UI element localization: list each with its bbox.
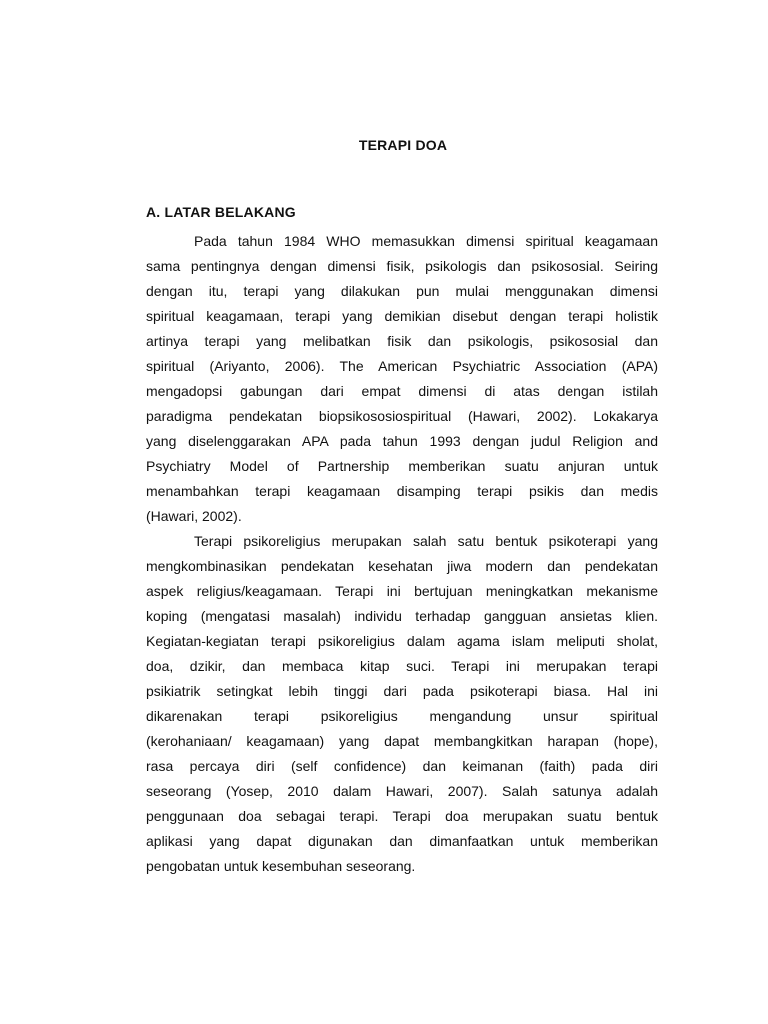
paragraph-line: aplikasi yang dapat digunakan dan dimanfaatkan untuk memberikan	[146, 833, 658, 849]
paragraph-line: spiritual (Ariyanto, 2006). The American Psychiatric Association (APA)	[146, 358, 658, 374]
paragraph-line: yang diselenggarakan APA pada tahun 1993 dengan judul Religion and	[146, 433, 658, 449]
paragraph-line: Psychiatry Model of Partnership memberikan suatu anjuran untuk	[146, 458, 658, 474]
paragraph-line: mengkombinasikan pendekatan kesehatan jiwa modern dan pendekatan	[146, 558, 658, 574]
paragraph-line: pengobatan untuk kesembuhan seseorang.	[146, 858, 416, 874]
paragraph-line: psikiatrik setingkat lebih tinggi dari pada psikoterapi biasa. Hal ini	[146, 683, 658, 699]
paragraph-line: artinya terapi yang melibatkan fisik dan psikologis, psikososial dan	[146, 333, 658, 349]
paragraph-line: menambahkan terapi keagamaan disamping terapi psikis dan medis	[146, 483, 658, 499]
paragraph-line: aspek religius/keagamaan. Terapi ini bertujuan meningkatkan mekanisme	[146, 583, 658, 599]
paragraph-line: (Hawari, 2002).	[146, 508, 242, 524]
paragraph-line: (kerohaniaan/ keagamaan) yang dapat membangkitkan harapan (hope),	[146, 733, 658, 749]
paragraph-line: seseorang (Yosep, 2010 dalam Hawari, 2007). Salah satunya adalah	[146, 783, 658, 799]
paragraph-line: dikarenakan terapi psikoreligius mengandung unsur spiritual	[146, 708, 658, 724]
paragraph-line: dengan itu, terapi yang dilakukan pun mulai menggunakan dimensi	[146, 283, 658, 299]
paragraph-line: sama pentingnya dengan dimensi fisik, psikologis dan psikososial. Seiring	[146, 258, 658, 274]
paragraph-2	[146, 529, 658, 879]
paragraph-line: doa, dzikir, dan membaca kitap suci. Terapi ini merupakan terapi	[146, 658, 658, 674]
document-title: TERAPI DOA	[358, 137, 448, 153]
paragraph-line: koping (mengatasi masalah) individu terhadap gangguan ansietas klien.	[146, 608, 658, 624]
paragraph-line: paradigma pendekatan biopsikososiospiritual (Hawari, 2002). Lokakarya	[146, 408, 658, 424]
paragraph-line: rasa percaya diri (self confidence) dan keimanan (faith) pada diri	[146, 758, 658, 774]
paragraph-line: penggunaan doa sebagai terapi. Terapi doa merupakan suatu bentuk	[146, 808, 658, 824]
section-heading: A. LATAR BELAKANG	[146, 204, 296, 220]
paragraph-line: Terapi psikoreligius merupakan salah satu bentuk psikoterapi yang	[194, 533, 658, 549]
paragraph-line: Kegiatan-kegiatan terapi psikoreligius dalam agama islam meliputi sholat,	[146, 633, 658, 649]
paragraph-line: Pada tahun 1984 WHO memasukkan dimensi spiritual keagamaan	[194, 233, 658, 249]
paragraph-line: mengadopsi gabungan dari empat dimensi di atas dengan istilah	[146, 383, 658, 399]
paragraph-line: spiritual keagamaan, terapi yang demikian disebut dengan terapi holistik	[146, 308, 658, 324]
paragraph-1	[146, 229, 658, 529]
